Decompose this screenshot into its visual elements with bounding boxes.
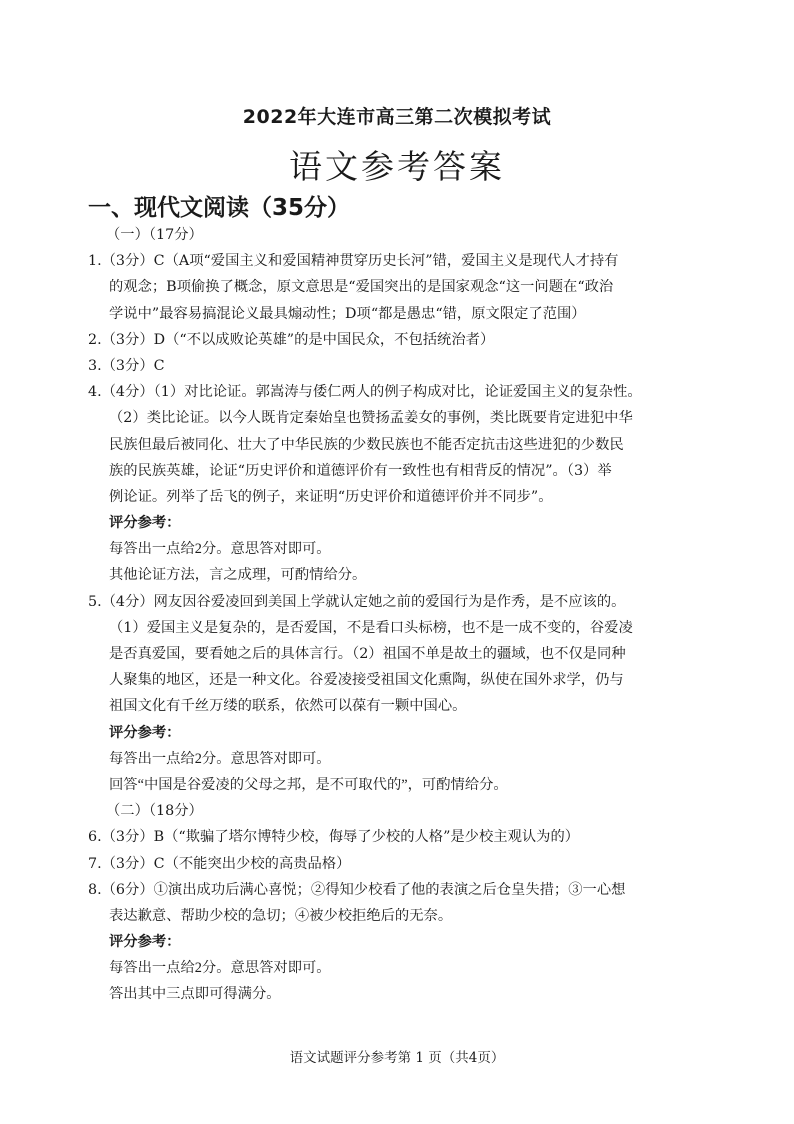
- answer-line: 7.（3分）C（不能突出少校的高贵品格）: [88, 855, 351, 872]
- answer-line: 4.（4分）（1）对比论证。郭嵩涛与倭仁两人的例子构成对比，论证爱国主义的复杂性。: [88, 384, 642, 401]
- answer-line: 例论证。列举了岳飞的例子，来证明“历史评价和道德评价并不同步”。: [109, 488, 553, 505]
- answer-line: 3.（3分）C: [88, 357, 165, 374]
- answer-line: 评分参考：: [109, 724, 181, 741]
- answer-line: （1）爱国主义是复杂的，是否爱国，不是看口头标榜，也不是一成不变的，谷爱凌: [109, 619, 633, 636]
- page-footer: 语文试题评分参考第 1 页（共4页）: [289, 1050, 505, 1066]
- answer-line: 评分参考：: [109, 515, 181, 532]
- exam-title: 2022年大连市高三第二次模拟考试: [242, 106, 552, 128]
- answer-line: （一）（17分）: [106, 227, 203, 243]
- answer-line: 是否真爱国，要看她之后的具体言行。（2）祖国不单是故土的疆域，也不仅是同种: [109, 646, 626, 662]
- answer-line: 人聚集的地区，还是一种文化。谷爱凌接受祖国文化熏陶，纵使在国外求学，仍与: [109, 672, 624, 689]
- answer-line: 回答“中国是谷爱凌的父母之邦，是不可取代的”，可酌情给分。: [109, 776, 508, 793]
- answer-line: （二）（18分）: [106, 803, 203, 820]
- answer-line: 5.（4分）网友因谷爱凌回到美国上学就认定她之前的爱国行为是作秀，是不应该的。: [88, 593, 626, 610]
- answer-line: 学说中”最容易搞混论义最具煽动性；D项“都是愚忠“错，原文限定了范围）: [109, 305, 586, 322]
- section-heading: 一、现代文阅读（35分）: [88, 195, 351, 221]
- answer-line: 评分参考：: [109, 934, 181, 951]
- answer-line: 每答出一点给2分。意思答对即可。: [109, 541, 331, 558]
- answer-line: 6.（3分）B（“欺骗了塔尔博特少校，侮辱了少校的人格”是少校主观认为的）: [88, 829, 580, 846]
- answer-line: 族的民族英雄，论证“历史评价和道德评价有一致性也有相背反的情况”。（3）举: [109, 462, 612, 479]
- answer-content: [88, 222, 713, 1008]
- answer-line: 的观念；B项偷换了概念，原文意思是“爱国突出的是国家观念“这一问题在“政治: [109, 279, 614, 296]
- answer-line: 其他论证方法，言之成理，可酌情给分。: [109, 567, 367, 584]
- answer-line: 每答出一点给2分。意思答对即可。: [109, 960, 331, 977]
- answer-line: 8.（6分）①演出成功后满心喜悦；②得知少校看了他的表演之后仓皇失措；③一心想: [88, 881, 626, 898]
- answer-line: 表达歉意、帮助少校的急切；④被少校拒绝后的无奈。: [109, 907, 453, 924]
- answer-line: 2.（3分）D（“不以成败论英雄”的是中国民众，不包括统治者）: [88, 331, 495, 348]
- answer-line: 答出其中三点即可得满分。: [109, 986, 281, 1003]
- answer-line: 祖国文化有千丝万缕的联系，依然可以葆有一颗中国心。: [109, 698, 467, 715]
- answer-line: 1.（3分）C（A项“爱国主义和爱国精神贯穿历史长河”错，爱国主义是现代人才持有: [88, 253, 619, 270]
- document-title: 语文参考答案: [289, 147, 505, 186]
- answer-line: 民族但最后被同化、壮大了中华民族的少数民族也不能否定抗击这些进犯的少数民: [109, 436, 624, 453]
- answer-line: 每答出一点给2分。意思答对即可。: [109, 750, 331, 767]
- answer-line: （2）类比论证。以今人既肯定秦始皇也赞扬孟姜女的事例，类比既要肯定进犯中华: [109, 410, 633, 427]
